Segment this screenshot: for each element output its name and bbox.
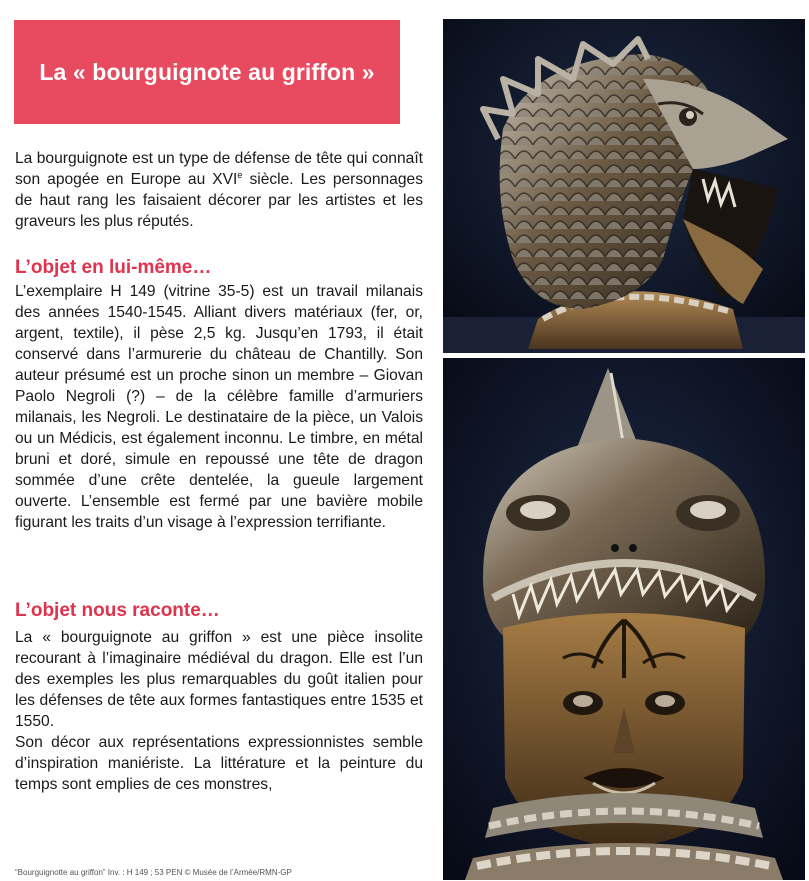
intro-paragraph: La bourguignote est un type de défense de tête qui connaît son apogée en Europe au XVIe siècle. Les personnages de haut rang les faisaient décorer par les artistes et les graveurs les plus réputés.	[15, 150, 423, 230]
section-body-raconte: La « bourguignote au griffon » est une pièce insolite recourant à l’imaginaire médiéval du dragon. Elle est l’un des exemples les plus remarquables du goût italien pour les défenses de tête aux formes fantastiques entre 1535 et 1550.	[15, 629, 423, 730]
section-body-objet: L’exemplaire H 149 (vitrine 35-5) est un travail milanais des années 1540-1545. Alliant divers matériaux (fer, or, argent, textile), il pèse 2,5 kg. Jusqu’en 1793, il était conservé dans l’armurerie du château de Chantilly. Son auteur présumé est un proche sinon un membre – Giovan Paolo Negroli (?) – de la célèbre famille d’armuriers milanais, les Negroli. Le destinataire de la pièce, un Valois ou un Médicis, est également inconnu. Le timbre, en métal bruni et doré, simule en repoussé une tête de dragon sommée d’une crête dentelée, la gueule largement ouverte. L’ensemble est fermé par une bavière mobile figurant les traits d’un visage à l’expression terrifiante.	[15, 283, 423, 531]
title-banner	[14, 20, 400, 124]
helmet-side-photo	[443, 19, 805, 353]
helmet-front-photo	[443, 358, 805, 880]
section-heading-objet: L’objet en lui-même…	[15, 257, 212, 278]
section-body-raconte-continued: Son décor aux représentations expressionnistes semble d’inspiration maniériste. La littérature et la peinture du temps sont emplies de ces monstres,	[15, 734, 423, 793]
intro-block	[15, 148, 423, 232]
page-title: La « bourguignote au griffon »	[39, 58, 375, 85]
photo-caption: “Bourguignotte au griffon” Inv. : H 149 ; 53 PEN © Musée de l’Armée/RMN-GP	[15, 868, 292, 877]
superscript: e	[237, 169, 243, 180]
section-heading-raconte: L’objet nous raconte…	[15, 600, 220, 621]
